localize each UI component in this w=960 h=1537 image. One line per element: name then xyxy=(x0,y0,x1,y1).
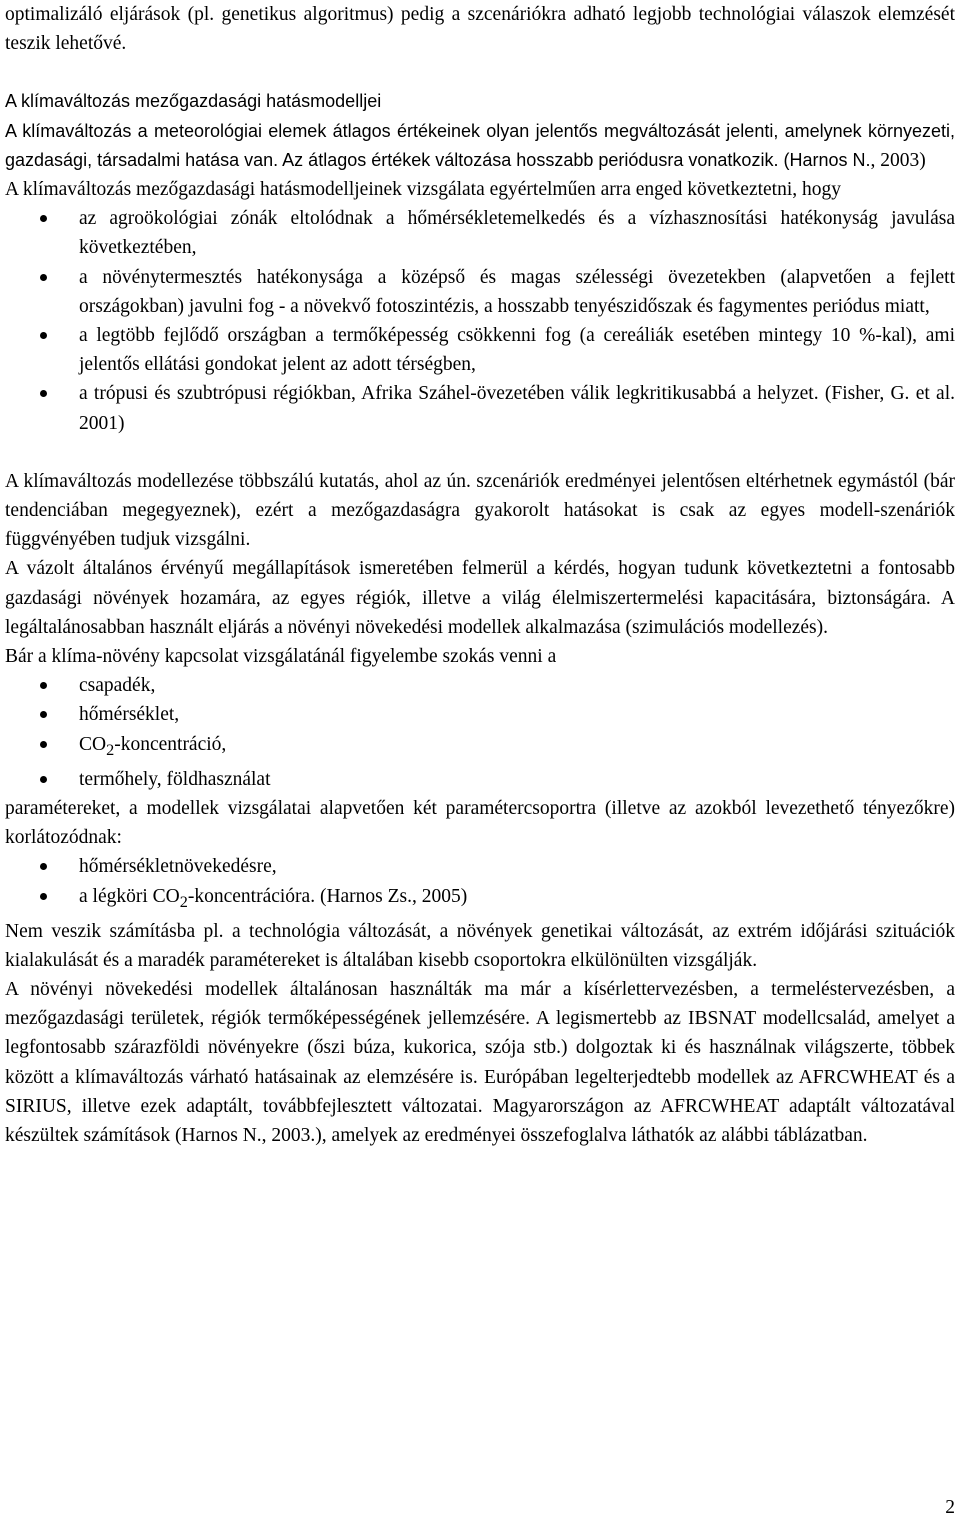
definition-text: A klímaváltozás a meteorológiai elemek átlagos értékeinek olyan jelentős megváltozását jelenti, amelynek környezeti, gazdasági, társadalmi hatása van. Az átlagos értékek változása hosszabb periódusra vonatkozik. (Harnos N. xyxy=(5,120,955,170)
list-item: hőmérséklet, xyxy=(5,700,955,729)
limitations-paragraph: Nem veszik számításba pl. a technológia változását, a növények genetikai változását, az extrém időjárási szituációk kialakulását és a maradék paramétereket is általában kisebb csoportokra elkülönülten vizsgálják. xyxy=(5,920,955,971)
list-item: csapadék, xyxy=(5,671,955,700)
list-item: hőmérsékletnövekedésre, xyxy=(5,852,955,881)
list-item: a légköri $CO_2$-koncentrációra. (Harnos Zs., 2005) xyxy=(5,882,955,917)
list-item: a legtöbb fejlődő országban a termőképesség csökkenni fog (a cereáliák esetében mintegy 10 %-kal), ami jelentős ellátási gondokat jelent az adott térségben, xyxy=(5,321,955,379)
list-item: a trópusi és szubtrópusi régiókban, Afrika Száhel-övezetében válik legkritikusabbá a helyzet. (Fisher, G. et al. 2001) xyxy=(5,379,955,437)
page-number: 2 xyxy=(945,1497,955,1518)
factors-list xyxy=(5,671,955,794)
list-item: termőhely, földhasználat xyxy=(5,765,955,794)
impact-list xyxy=(5,204,955,438)
impact-intro-paragraph: A klímaváltozás mezőgazdasági hatásmodelljeinek vizsgálata egyértelműen arra enged következtetni, hogy xyxy=(5,179,842,201)
parameter-groups-list xyxy=(5,852,955,916)
list-item: $CO_2$-koncentráció, xyxy=(5,730,955,765)
document-page xyxy=(5,0,955,1150)
modelling-paragraph: A klímaváltozás modellezése többszálú kutatás, ahol az ún. szcenáriók eredményei jelentősen eltérhetnek egymástól (bár tendenciában megegyeznek), ezért a mezőgazdaságra gyakorolt hatásokat is csak az egyes modell-szenáriók függvényében tudjuk vizsgálni. xyxy=(5,470,955,551)
list-item: a növénytermesztés hatékonysága a középső és magas szélességi övezetekben (alapvetően a fejlett országokban) javulni fog - a növekvő fotoszintézis, a hosszabb tenyészidőszak és fagymentes periódus miatt, xyxy=(5,263,955,321)
factors-intro-paragraph: Bár a klíma-növény kapcsolat vizsgálatánál figyelembe szokás venni a xyxy=(5,646,557,668)
section-heading: A klímaváltozás mezőgazdasági hatásmodelljei xyxy=(5,91,382,112)
parameters-paragraph: paramétereket, a modellek vizsgálatai alapvetően két paramétercsoportra (illetve az azokból levezethető tényezőkre) korlátozódnak: xyxy=(5,797,955,849)
intro-paragraph: optimalizáló eljárások (pl. genetikus algoritmus) pedig a szcenáriókra adható legjobb technológiai válaszok elemzését teszik lehetővé. xyxy=(5,4,955,55)
list-item: az agroökológiai zónák eltolódnak a hőmérsékletemelkedés és a vízhasznosítási hatékonyság javulása következtében, xyxy=(5,204,955,262)
definition-citation: , 2003) xyxy=(870,149,926,171)
question-paragraph: A vázolt általános érvényű megállapítások ismeretében felmerül a kérdés, hogyan tudunk következtetni a fontosabb gazdasági növények hozamára, az egyes régiók, illetve a világ élelmiszertermelési kapacitására, biztonságára. A legáltalánosabban használt eljárás a növényi növekedési modellek alkalmazása (szimulációs modellezés). xyxy=(5,558,955,638)
definition-paragraph xyxy=(5,117,955,175)
models-paragraph: A növényi növekedési modellek általánosan használták ma már a kísérlettervezésben, a termeléstervezésben, a mezőgazdasági területek, régiók termőképességének jellemzésére. A legismertebb az IBSNAT modellcsalád, amelyet a legfontosabb szárazföldi növényekre (őszi búza, kukorica, szója stb.) dolgoztak ki és használnak világszerte, többek között a klímaváltozás várható hatásainak az elemzésére is. Európában legelterjedtebb modellek az AFRCWHEAT és a SIRIUS, illetve ezek adaptált, továbbfejlesztett változatai. Magyarországon az AFRCWHEAT adaptált változatával készültek számítások (Harnos N., 2003.), amelyek az eredményei összefoglalva láthatók az alábbi táblázatban. xyxy=(5,979,955,1147)
